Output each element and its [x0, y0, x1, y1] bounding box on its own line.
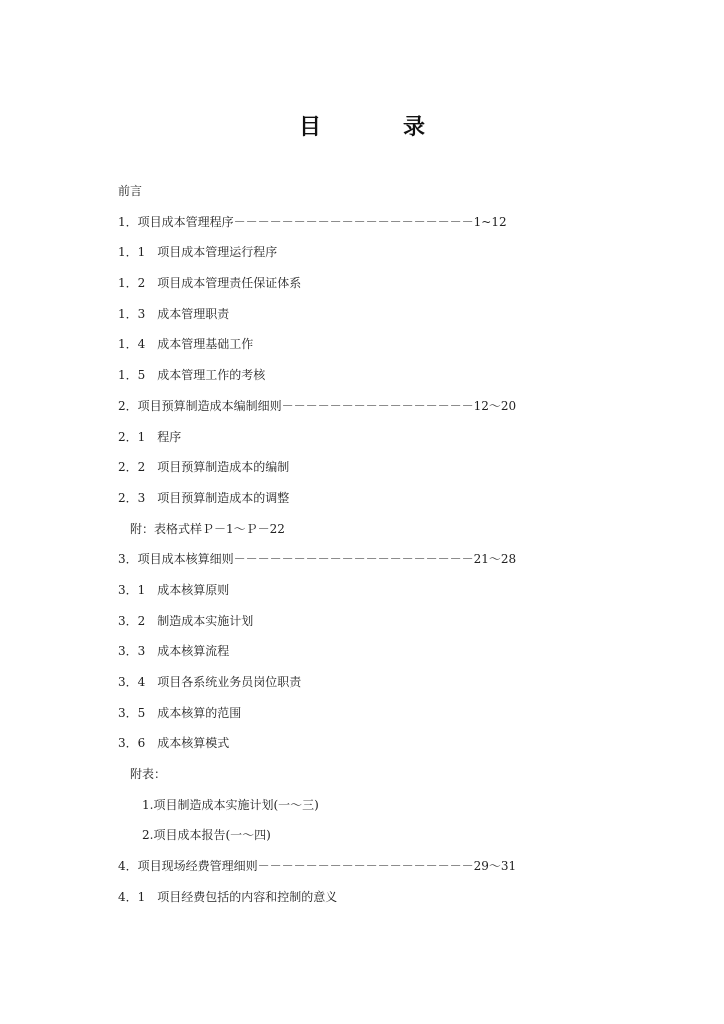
toc-entry: 2．1 程序: [118, 429, 182, 444]
toc-entry: 附：表格式样Ｐ－1～Ｐ－22: [130, 521, 285, 536]
toc-entry: 2.项目成本报告(一～四): [142, 828, 271, 843]
toc-entry: 1．3 成本管理职责: [118, 306, 230, 321]
toc-entry: 4．项目现场经费管理细则－－－－－－－－－－－－－－－－－－29～31: [118, 859, 517, 874]
toc-entry: 3．2 制造成本实施计划: [118, 613, 254, 628]
toc-entry: 1．2 项目成本管理责任保证体系: [118, 276, 302, 291]
toc-entry: 2．2 项目预算制造成本的编制: [118, 460, 290, 475]
toc-entry: 前言: [118, 184, 143, 198]
toc-entry: 1．5 成本管理工作的考核: [118, 368, 266, 383]
toc-entry: 3．6 成本核算模式: [118, 736, 230, 751]
toc-entry: 3．4 项目各系统业务员岗位职责: [118, 675, 302, 689]
page-title: 目 录: [298, 114, 455, 140]
toc-entry: 1．1 项目成本管理运行程序: [118, 245, 278, 260]
toc-entry: 1.项目制造成本实施计划(一～三): [142, 797, 319, 812]
toc-entry: 3．3 成本核算流程: [118, 644, 230, 659]
toc-entry: 3．1 成本核算原则: [118, 582, 230, 597]
toc-entry: 3．5 成本核算的范围: [118, 705, 242, 720]
toc-entry: 1．4 成本管理基础工作: [118, 337, 254, 352]
toc-entry: 3．项目成本核算细则－－－－－－－－－－－－－－－－－－－－21～28: [118, 552, 517, 567]
toc-entry: 1．项目成本管理程序－－－－－－－－－－－－－－－－－－－－1~12: [118, 214, 507, 229]
table-of-contents: [118, 176, 538, 913]
toc-entry: 附表：: [130, 767, 167, 782]
toc-entry: 4．1 项目经费包括的内容和控制的意义: [118, 889, 338, 904]
toc-entry: 2．3 项目预算制造成本的调整: [118, 490, 290, 505]
toc-entry: 2．项目预算制造成本编制细则－－－－－－－－－－－－－－－－12～20: [118, 398, 517, 413]
